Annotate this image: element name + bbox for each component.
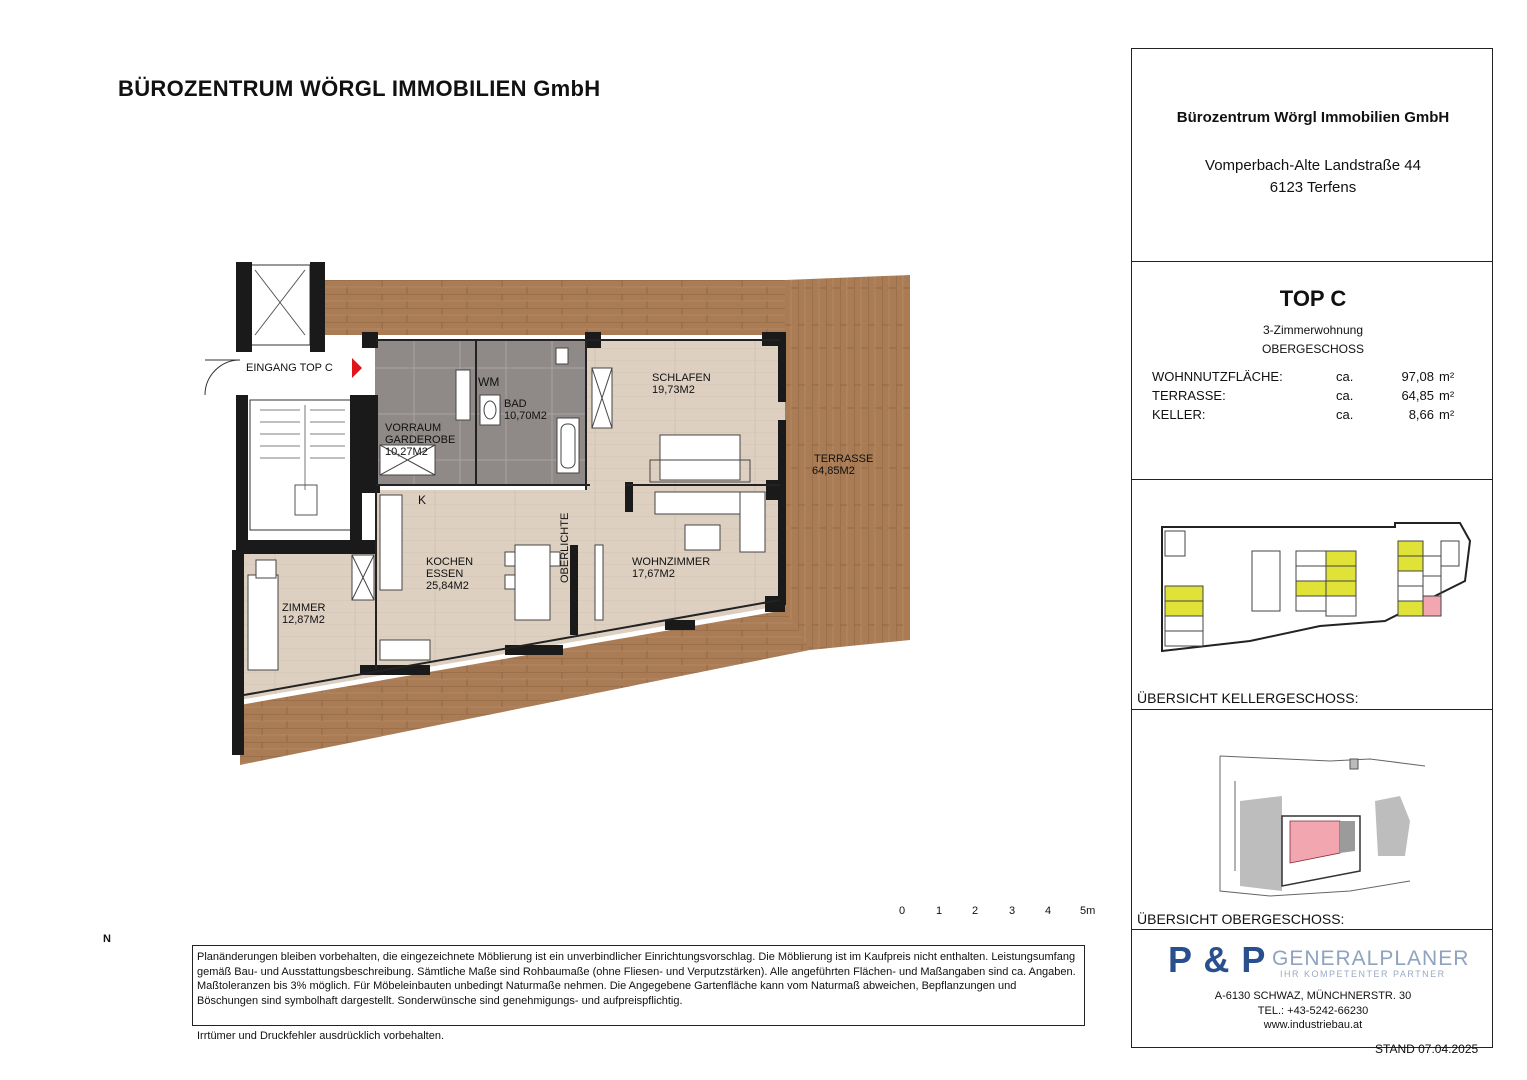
planner-logo: P & P — [1168, 939, 1267, 980]
terrace-north — [325, 280, 810, 335]
basement-overview-caption: ÜBERSICHT KELLERGESCHOSS: — [1137, 690, 1359, 706]
plan-date: STAND 07.04.2025 — [1375, 1042, 1479, 1056]
page-title: BÜROZENTRUM WÖRGL IMMOBILIEN GmbH — [118, 76, 601, 101]
room-vorraum-sub: GARDEROBE — [385, 434, 456, 446]
area-ca: ca. — [1336, 388, 1354, 403]
planner-tel: TEL.: +43-5242-66230 — [1257, 1005, 1369, 1017]
area-row-wohnnutzflaeche — [1152, 369, 1455, 387]
k-label: K — [418, 493, 427, 507]
area-label: TERRASSE: — [1152, 388, 1226, 403]
area-unit: m² — [1439, 388, 1455, 403]
area-ca: ca. — [1336, 407, 1354, 422]
room-zimmer-area: 12,87M2 — [282, 614, 325, 626]
room-vorraum — [385, 422, 455, 458]
room-vorraum-area: 10,27M2 — [385, 446, 428, 458]
room-kochen-area: 25,84M2 — [426, 580, 469, 592]
room-zimmer — [282, 602, 325, 626]
room-terrasse — [812, 453, 873, 477]
room-terrasse-area: 64,85M2 — [812, 465, 855, 477]
area-row-keller — [1152, 407, 1455, 425]
room-kochen — [426, 556, 473, 592]
room-wohnzimmer — [632, 556, 710, 580]
info-panel — [1131, 48, 1493, 1048]
scale-tick-3: 3 — [1009, 905, 1016, 917]
area-unit: m² — [1439, 369, 1455, 384]
upper-floor-overview-caption: ÜBERSICHT OBERGESCHOSS: — [1137, 911, 1345, 927]
room-zimmer-name: ZIMMER — [282, 602, 326, 614]
planner-web[interactable]: www.industriebau.at — [1263, 1019, 1363, 1031]
disclaimer-text: Planänderungen bleiben vorbehalten, die eingezeichnete Möblierung ist ein unverbindlicher Einrichtungsvorschlag. Die Möblierung ist im Kaufpreis nicht enthalten. Leistungsumfang gemäß Bau- und Ausstattungsbeschreibung. Sämtliche Maße sind Rohbaumaße (ohne Fliesen- und Verputzstärken). Alle angeführten Flächen- und Maßangaben sind ca. Angaben. Maßtoleranzen bis 3% möglich. Für Möbeleinbauten unbedingt Naturmaße nehmen. Die Angegebene Gartenfläche kann vom Naturmaß abweichen, Bepflanzungen und Böschungen sind symbolhaft dargestellt. Sonderwünsche sind genehmigungs- und aufpreispflichtig. — [197, 951, 1076, 1007]
planner-address: A-6130 SCHWAZ, MÜNCHNERSTR. 30 — [1214, 990, 1412, 1002]
unit-floor: OBERGESCHOSS — [1261, 342, 1365, 356]
company-address-city: 6123 Terfens — [1269, 179, 1357, 196]
room-bad-area: 10,70M2 — [504, 410, 547, 422]
room-terrasse-name: TERRASSE — [814, 453, 874, 465]
scale-tick-2: 2 — [972, 905, 979, 917]
entrance-label: EINGANG TOP C — [246, 362, 333, 374]
area-row-terrasse — [1152, 388, 1455, 406]
planner-tagline: IHR KOMPETENTER PARTNER — [1280, 969, 1446, 979]
room-wohnzimmer-name: WOHNZIMMER — [632, 556, 711, 568]
room-schlafen-name: SCHLAFEN — [652, 372, 711, 384]
area-value: 97,08 — [1401, 369, 1434, 384]
planner-logo-word: GENERALPLANER — [1272, 947, 1470, 970]
room-bad-name: BAD — [504, 398, 527, 410]
area-label: WOHNNUTZFLÄCHE: — [1152, 369, 1283, 384]
room-schlafen — [652, 372, 711, 396]
room-kochen-sub: ESSEN — [426, 568, 464, 580]
upper-floor-overview — [1210, 741, 1440, 906]
room-vorraum-name: VORRAUM — [385, 422, 442, 434]
company-name: Bürozentrum Wörgl Immobilien GmbH — [1176, 109, 1450, 126]
room-bad — [504, 398, 547, 422]
unit-title: TOP C — [1279, 286, 1347, 311]
unit-type: 3-Zimmerwohnung — [1262, 323, 1364, 337]
area-label: KELLER: — [1152, 407, 1206, 422]
area-unit: m² — [1439, 407, 1455, 422]
wm-label: WM — [478, 375, 500, 389]
room-kochen-name: KOCHEN — [426, 556, 474, 568]
room-schlafen-area: 19,73M2 — [652, 384, 695, 396]
room-wohnzimmer-area: 17,67M2 — [632, 568, 675, 580]
scale-tick-5: 5m — [1080, 905, 1096, 917]
oberlichte-label: OBERLICHTE — [559, 512, 571, 583]
area-value: 64,85 — [1401, 388, 1434, 403]
basement-overview — [1160, 521, 1475, 661]
scale-tick-1: 1 — [936, 905, 943, 917]
north-label: N — [103, 933, 111, 945]
area-value: 8,66 — [1408, 407, 1434, 422]
scale-tick-4: 4 — [1045, 905, 1052, 917]
area-ca: ca. — [1336, 369, 1354, 384]
errata-note: Irrtümer und Druckfehler ausdrücklich vorbehalten. — [197, 1030, 445, 1042]
company-address-street: Vomperbach-Alte Landstraße 44 — [1205, 157, 1421, 174]
scale-tick-0: 0 — [899, 905, 906, 917]
